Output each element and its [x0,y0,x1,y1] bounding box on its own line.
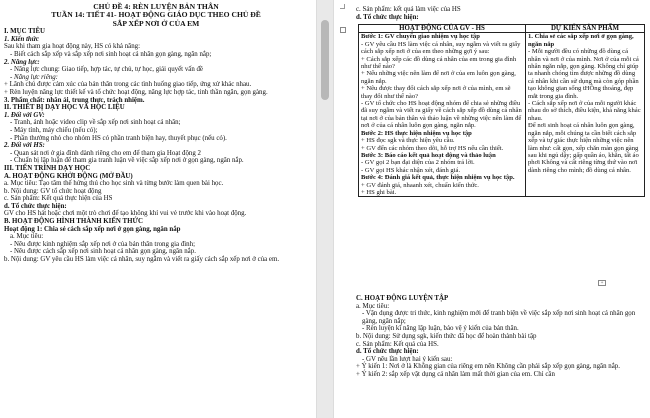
cell1-line: Bước 2: HS thực hiện nhiệm vụ học tập [361,129,472,137]
left-lines-line: III. TIẾN TRÌNH DẠY HỌC [4,164,91,172]
page-gap-scrollbar[interactable] [317,0,333,418]
cell1-line: + GV đánh giá, nhaanh xét, chuẩn kiến thức. [361,181,479,189]
right-bottom-line: C. HOẠT ĐỘNG LUYỆN TẬP [356,295,449,302]
left-lines-line: 2. Năng lực: [4,58,40,66]
right-bottom-line: + Ý kiến 2: sắp xếp vật dụng cá nhân làm mất thời gian của em. Chỉ cần [356,370,555,378]
product-line: c. Sản phẩm: kết quả làm việc của HS [356,6,461,13]
right-bottom-line: + Ý kiến 1: Nơi ở là Không gian của riêng em nên Không cần phải sắp xếp gọn gàng, ngăn nắp. [356,363,620,371]
lesson-heading: TUẦN 14: TIẾT 41- HOẠT ĐỘNG GIÁO DỤC THEO CHỦ ĐỀ [51,10,261,20]
left-page-content [4,3,308,264]
cell1-line: + Nêu được thay đổi cách sắp xếp nơi ở của mình, em sẽ thay đổi như thế nào? [361,85,511,100]
cell1-line: + GV đến các nhóm theo dõi, hỗ trợ HS nếu cần thiết. [361,144,504,152]
activity-table [358,24,645,197]
right-bottom-line: c. Sản phẩm: Kết quả của HS. [356,340,439,348]
left-lines-line: + Lãnh chủ được cảm xúc của bản thân trong các tình huống giao tiếp, ứng xử khác nhau. [4,81,252,89]
left-lines-line: A. HOẠT ĐỘNG KHỞI ĐỘNG (MỞ ĐẦU) [4,172,133,180]
document-page-right [334,0,650,418]
left-lines-line: b. Nội dung: GV yêu cầu HS làm việc cá nhân, suy ngẫm và viết ra giấy cách sắp xếp nơi ở của em. [4,256,280,264]
left-lines-line: - Phần thưởng nhỏ cho nhóm HS có phần tranh biện hay, thuyết phục (nếu có). [10,134,227,142]
left-lines-line: 1. Kiến thức [4,35,39,43]
cell1-line: + Nếu những việc nên làm để nơi ở của em luôn gọn gàng, ngăn nắp. [361,70,516,85]
margin-corner-mark [340,4,345,9]
right-bottom-line: d. Tổ chức thực hiện: [356,348,419,356]
cell1-line: Bước 3: Báo cáo kết quả hoạt động và thảo luận [361,151,496,159]
left-lines-line: d. Tổ chức thực hiện: [4,202,67,210]
left-lines-line: 2. Đối với HS: [4,142,45,150]
cell1-line: Bước 4: Đánh giá kết quả, thực hiện nhiệm vụ học tập. [361,174,515,182]
left-lines-line: a. Mục tiêu: Tạo tâm thế hứng thú cho học sinh và từng bước làm quen bài học. [4,180,224,188]
left-lines-line: 1. Đối với GV: [4,111,45,119]
left-lines-line: - Tranh, ảnh hoặc video clip về sắp xếp nơi sinh hoạt cá nhân; [10,119,181,127]
table-move-handle-icon[interactable] [340,27,346,33]
cell1-line: - GV yêu cầu HS làm việc cá nhân, suy ngẫm và viết ra giấy cách sắp xếp nơi ở của em theo những gợi ý sau: [361,40,521,56]
scroll-thumb[interactable] [321,20,329,100]
left-lines-line: - Máy tính, máy chiếu (nếu có); [10,126,98,134]
document-page-left [0,0,316,418]
cell1-line: + Cách sắp xếp các đồ dùng cá nhân của em trong gia đình như thế nào? [361,55,517,71]
right-bottom-line: - Vận dụng được tri thức, kinh nghiệm mới để tranh biện về việc sắp xếp nơi sinh hoạt cá nhân gọn gàng, ngăn nắp; [362,310,636,325]
cell2-line: Để nơi sinh hoạt cá nhân luôn gọn gàng, ngăn nắp, mỗi chúng ta cần biết cách sắp xếp và tự giác thực hiện những việc nên làm như: cất gọn, xếp chăn màn gọn gàng sau khi ngủ dậy; gấp quần áo, khăn, tất áo phơi Không và cất riêng từng thứ vào nơi dành riêng cho mình; đồ dùng cá nhân. [528,122,639,174]
practice-section [356,295,646,379]
left-lines-line: - Nêu được cách sắp xếp nơi sinh hoạt cá nhân gọn gàng, ngăn nắp. [10,248,196,256]
organize-line: d. Tổ chức thực hiện: [356,13,419,21]
right-bottom-line: a. Mục tiêu: [356,302,390,310]
left-lines-line: II. THIẾT BỊ DẠY HỌC VÀ HỌC LIỆU [4,104,125,112]
cell2-line: 1. Chia sẻ các sắp xếp nơi ở gọn gàng, ngăn nắp [528,33,634,48]
left-lines-line: - Quan sát nơi ở gia đình dành riêng cho em để tham gia Hoạt động 2 [10,149,201,157]
cell1-line: + HS ghi bài. [361,188,397,196]
topic-heading: CHỦ ĐỀ 4: RÈN LUYỆN BẢN THÂN [93,2,219,11]
left-lines-line: - Chuẩn bị lập luận để tham gia tranh luận về việc sắp xếp nơi ở gọn gàng, ngăn nắp. [10,157,244,165]
right-bottom-line: - Rèn luyện kĩ năng lập luận, bảo vệ ý kiến của bản thân. [362,325,519,333]
left-lines-line: GV cho HS hát hoặc chơi một trò chơi để tạo không khí vui vẻ trước khi vào hoạt động. [4,210,247,218]
right-bottom-line: b. Nội dung: Sử dụng sgk, kiến thức đã học để hoàn thành bài tập [356,332,537,340]
cell1-line: Bước 1: GV chuyển giao nhiệm vụ học tập [361,33,480,41]
left-lines-line: c. Sản phẩm: Kết quả thực hiện của HS [4,195,113,203]
left-lines-line: - Năng lực riêng: [10,73,58,81]
cell2-line: - Mỗi người đều có những đồ dùng cá nhân và nơi ở của mình. Nơi ở của mỗi cá nhân ngăn nắp, gọn gàng. Không chỉ giúp ta nhanh chóng tìm được những đồ dùng cá nhân khi cần sử dụng mà còn góp phần tạo không gian sống tHÔng thoáng, đẹp mắt trong gia đình. [528,48,639,100]
lesson-title: SẮP XẾP NƠI Ở CỦA EM [112,18,200,28]
table-header-products: DỰ KIẾN SẢN PHẨM [526,25,645,33]
left-lines-line: - Biết cách sắp xếp và sắp xếp nơi sinh hoạt cá nhân gọn gàng, ngăn nắp; [10,51,212,58]
left-lines-line: Hoạt động 1: Chia sẻ cách sắp xếp nơi ở gọn gàng, ngăn nắp [4,225,181,233]
add-row-icon[interactable]: + [598,280,606,286]
left-lines-line: b. Nội dung: GV tổ chức hoạt động [4,187,102,195]
table-header-activities: HOẠT ĐỘNG CỦA GV - HS [359,25,526,33]
left-lines-line: - Nêu được kinh nghiệm sắp xếp nơi ở của bản thân trong gia đình; [10,240,195,248]
left-lines-line: a. Mục tiêu: [10,233,44,241]
table-cell-activities [359,33,526,197]
cell1-line: + HS đọc sgk và thực hiện yêu cầu. [361,137,455,145]
left-lines-line: 3. Phẩm chất: nhân ái, trung thực, trách nhiệm. [4,96,145,104]
cell2-line: - Cách sắp xếp nơi ở của mỗi người khác nhau do sở thích, điều kiện, khả năng khác nhau. [528,100,641,122]
table-cell-products [526,33,645,197]
left-lines-line: B. HOẠT ĐỘNG HÌNH THÀNH KIẾN THỨC [4,218,143,226]
left-lines-line: Sau khi tham gia hoạt động này, HS có khả năng: [4,43,141,51]
left-lines-line: I. MỤC TIÊU [4,28,46,36]
cell1-line: - GV gọi HS khác nhận xét, đánh giá. [361,166,461,174]
left-lines-line: - Năng lực chung: Giao tiếp, hợp tác, tự chủ, tự học, giải quyết vấn đề [10,66,203,74]
cell1-line: - GV tổ chức cho HS hoạt động nhóm để chia sẻ những điều đã suy ngẫm và viết ra giấy về cách sắp xếp đồ dùng cá nhân tại nơi ở của bản thân và thảo luận về những việc nên làm để nơi ở của cá nhân luôn gọn gàng, ngăn nắp. [361,100,522,130]
right-bottom-line: - GV nêu lần lượt hai ý kiến sau: [362,355,453,363]
left-body [4,28,308,263]
left-lines-line: + Rèn luyện năng lực thiết kế và tổ chức hoạt động, năng lực hợp tác, tinh thần ngăn, gọn gàng. [4,88,268,96]
cell1-line: - GV gọi 2 bạn đại diện của 2 nhóm trả lời. [361,159,475,167]
